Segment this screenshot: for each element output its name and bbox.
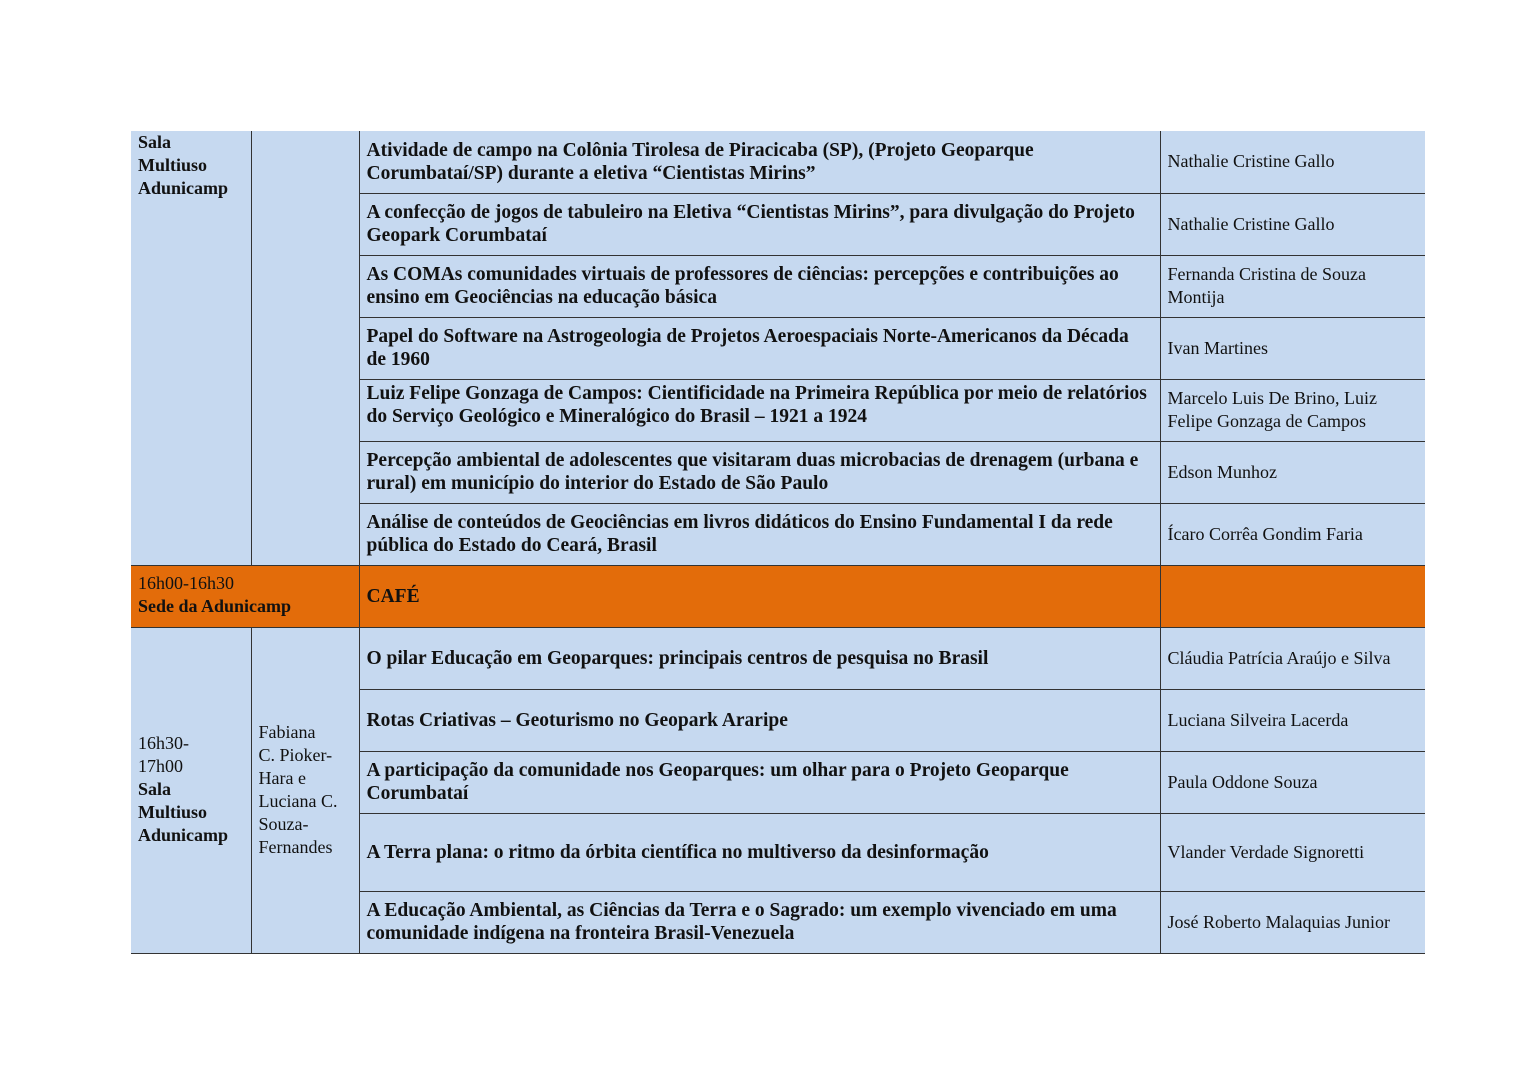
talk-title: Luiz Felipe Gonzaga de Campos: Cientificidade na Primeira República por meio de relatórios do Serviço Geológico e Mineralógico do Brasil – 1921 a 1924 (366, 382, 1147, 427)
session2-room-line: Adunicamp (138, 824, 229, 845)
talk-title: Percepção ambiental de adolescentes que visitaram duas microbacias de drenagem (urbana e rural) em município do interior do Estado de São Paulo (359, 441, 1160, 503)
moderator-line: Fabiana (258, 722, 316, 742)
moderator-line: Luciana C. (258, 791, 338, 811)
session2-room-line: Sala (138, 778, 172, 799)
talk-author: José Roberto Malaquias Junior (1160, 891, 1425, 953)
moderator-line: Souza- (258, 814, 309, 834)
talk-author: Marcelo Luis De Brino, Luiz Felipe Gonzaga de Campos (1160, 379, 1425, 441)
talk-title: Atividade de campo na Colônia Tirolesa de Piracicaba (SP), (Projeto Geoparque Corumbataí/SP) durante a eletiva “Cientistas Mirins” (359, 131, 1160, 193)
session2-moderator-cell (251, 627, 359, 953)
talk-title: A Educação Ambiental, as Ciências da Terra e o Sagrado: um exemplo vivenciado em uma comunidade indígena na fronteira Brasil-Venezuela (359, 891, 1160, 953)
cafe-time-cell (131, 565, 359, 627)
cafe-label: CAFÉ (359, 565, 1160, 627)
cafe-empty-cell (1160, 565, 1425, 627)
talk-author: Edson Munhoz (1160, 441, 1425, 503)
talk-author: Vlander Verdade Signoretti (1160, 813, 1425, 891)
session1-room-line: Sala (138, 132, 172, 152)
session1-room-line: Adunicamp (138, 178, 229, 198)
table-row (131, 627, 1425, 689)
talk-author: Nathalie Cristine Gallo (1160, 131, 1425, 193)
session1-moderator-cell (251, 131, 359, 565)
talk-author: Ivan Martines (1160, 317, 1425, 379)
moderator-line: Hara e (258, 768, 306, 788)
talk-author: Cláudia Patrícia Araújo e Silva (1160, 627, 1425, 689)
talk-title: A Terra plana: o ritmo da órbita científica no multiverso da desinformação (359, 813, 1160, 891)
talk-title: Papel do Software na Astrogeologia de Projetos Aeroespaciais Norte-Americanos da Década de 1960 (359, 317, 1160, 379)
talk-title-cell (359, 379, 1160, 441)
talk-title: A participação da comunidade nos Geoparques: um olhar para o Projeto Geoparque Corumbataí (359, 751, 1160, 813)
session1-room-line: Multiuso (138, 155, 208, 175)
talk-author: Fernanda Cristina de Souza Montija (1160, 255, 1425, 317)
schedule-table (131, 131, 1425, 954)
talk-title: Rotas Criativas – Geoturismo no Geopark Araripe (359, 689, 1160, 751)
session1-room-cell (131, 131, 251, 565)
moderator-line: C. Pioker- (258, 745, 333, 765)
cafe-row (131, 565, 1425, 627)
session2-time-line: 16h30- (138, 732, 189, 753)
session2-room-cell (131, 627, 251, 953)
talk-author: Paula Oddone Souza (1160, 751, 1425, 813)
talk-title: A confecção de jogos de tabuleiro na Eletiva “Cientistas Mirins”, para divulgação do Projeto Geopark Corumbataí (359, 193, 1160, 255)
talk-author: Ícaro Corrêa Gondim Faria (1160, 503, 1425, 565)
session2-room-line: Multiuso (138, 801, 208, 822)
cafe-place: Sede da Adunicamp (138, 596, 292, 616)
talk-author: Nathalie Cristine Gallo (1160, 193, 1425, 255)
cafe-time: 16h00-16h30 (138, 573, 234, 593)
talk-title: As COMAs comunidades virtuais de professores de ciências: percepções e contribuições ao ensino em Geociências na educação básica (359, 255, 1160, 317)
talk-title: Análise de conteúdos de Geociências em livros didáticos do Ensino Fundamental I da rede pública do Estado do Ceará, Brasil (359, 503, 1160, 565)
moderator-line: Fernandes (258, 837, 333, 857)
table-row (131, 131, 1425, 193)
talk-title: O pilar Educação em Geoparques: principais centros de pesquisa no Brasil (359, 627, 1160, 689)
talk-author: Luciana Silveira Lacerda (1160, 689, 1425, 751)
session2-time-line: 17h00 (138, 755, 183, 776)
